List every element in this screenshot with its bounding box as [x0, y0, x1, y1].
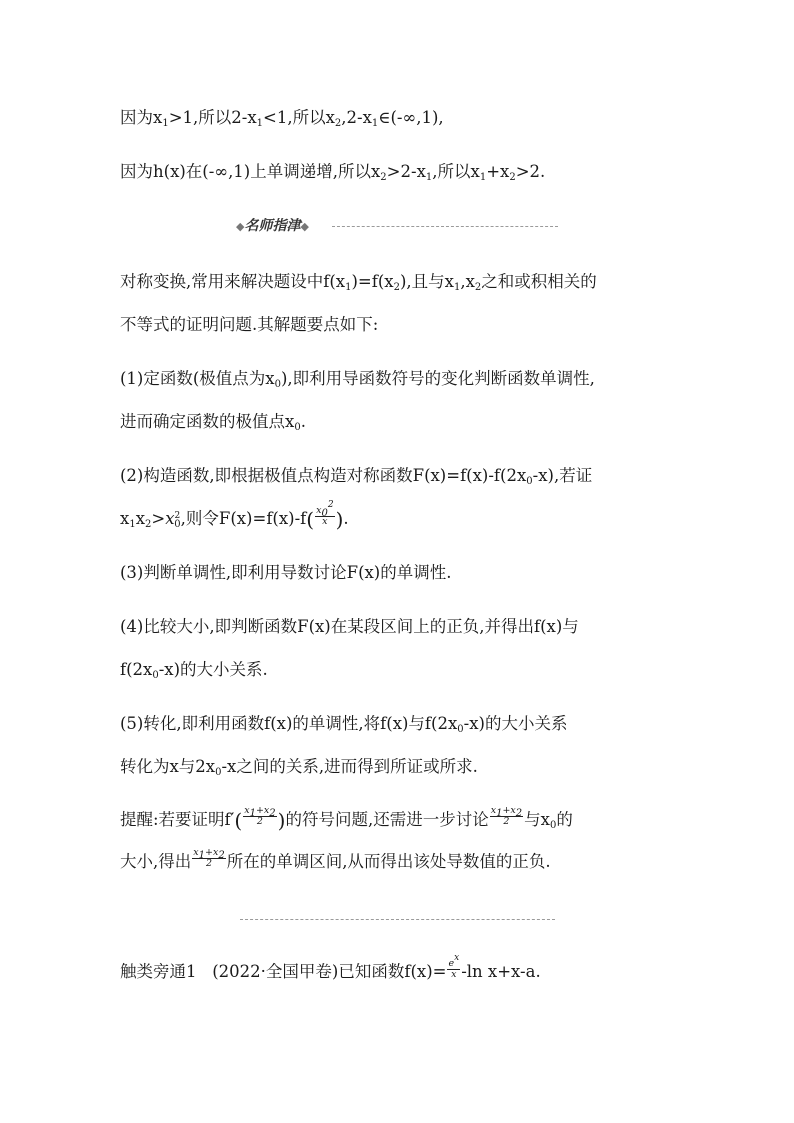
example-line: 触类旁通1 (2022·全国甲卷)已知函数f(x)= $\frac{e^x}{x}$ -ln x+x-a. [120, 952, 541, 981]
tip-line-1: 提醒:若要证明f′( $\frac{x_1+x_2}{2}$ )的符号问题,还需进一步讨论 $\frac{x_1+x_2}{2}$ 与$x_0$的 [120, 805, 573, 833]
section-end-divider [240, 919, 555, 920]
fraction-sum-over-2: $\frac{x_1+x_2}{2}$ [193, 847, 225, 869]
fraction-ex-over-x: $\frac{e^x}{x}$ [448, 952, 460, 980]
step-5-line-2: 转化为x与$2x_0-x$之间的关系,进而得到所证或所求. [120, 757, 478, 778]
section-divider [332, 226, 558, 227]
step-1-line-1: (1)定函数(极值点为$x_0$),即利用导函数符号的变化判断函数单调性, [120, 369, 595, 390]
text-line-2: 因为h(x)在(-∞,1)上单调递增,所以$x_2>2-x_1$,所以$x_1+x_2>2$. [120, 162, 546, 183]
example-label: 触类旁通1 [120, 962, 197, 981]
step-3: (3)判断单调性,即利用导数讨论F(x)的单调性. [120, 563, 452, 582]
fraction-sum-over-2: $\frac{x_1+x_2}{2}$ [490, 805, 523, 827]
fraction-x0sq-over-x: $\frac{x_0^2}{x}$ [316, 499, 334, 527]
tip-line-2: 大小,得出 $\frac{x_1+x_2}{2}$ 所在的单调区间,从而得出该处导数值的正负. [120, 847, 551, 871]
step-2-line-2: $x_1x_2>x^2_0$,则令F(x)=f(x)-f( $\frac{x_0^2}{x}$ ). [120, 499, 349, 532]
step-2-line-1: (2)构造函数,即根据极值点构造对称函数$F(x)=f(x)-f(2x_0-x)$,若证 [120, 466, 593, 487]
step-1-line-2: 进而确定函数的极值点$x_0$. [120, 412, 306, 433]
step-4-line-1: (4)比较大小,即判断函数F(x)在某段区间上的正负,并得出f(x)与 [120, 617, 579, 636]
step-5-line-1: (5)转化,即利用函数f(x)的单调性,将f(x)与$f(2x_0-x)$的大小关系 [120, 714, 568, 735]
text-line-1: 因为$x_1>1$,所以$2-x_1<1$,所以$x_2,2-x_1\in(-\infty,1)$, [120, 108, 444, 129]
paragraph-line-2: 不等式的证明问题.其解题要点如下: [120, 315, 379, 334]
step-4-line-2: $f(2x_0-x)$的大小关系. [120, 660, 268, 681]
fraction-sum-over-2: $\frac{x_1+x_2}{2}$ [244, 805, 276, 827]
paragraph-line-1: 对称变换,常用来解决题设中$f(x_1)=f(x_2)$,且与$x_1,x_2$之和或积相关的 [120, 272, 597, 293]
section-header [236, 214, 558, 238]
section-title: ◆名师指津◆ [236, 218, 309, 234]
